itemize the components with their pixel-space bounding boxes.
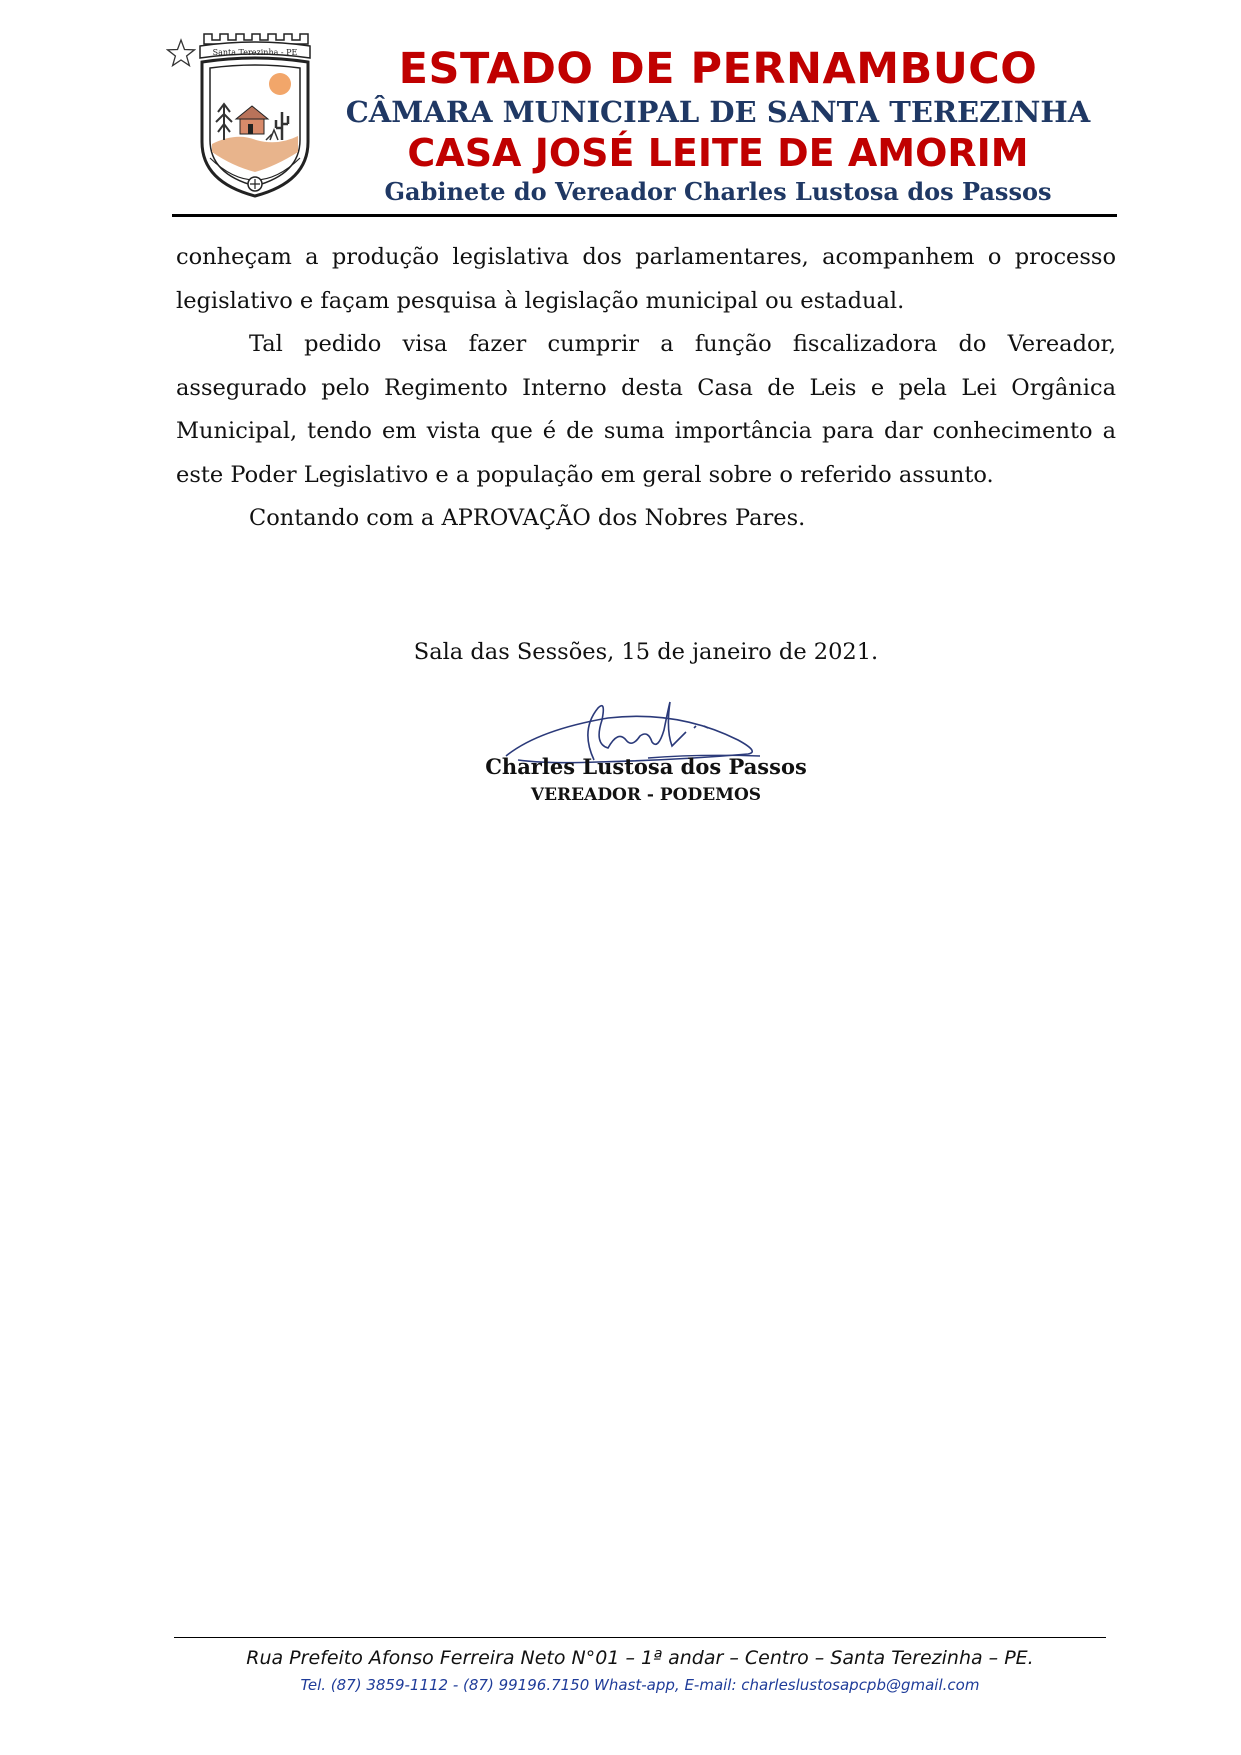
- state-heading: ESTADO DE PERNAMBUCO: [398, 44, 1038, 94]
- footer-divider: [174, 1637, 1106, 1638]
- signatory-role: VEREADOR - PODEMOS: [530, 785, 762, 805]
- body-paragraph: conheçam a produção legislativa dos parlamentares, acompanhem o processo legislativo e façam pesquisa à legislação municipal ou estadual.: [176, 244, 1116, 314]
- footer-contact: Tel. (87) 3859-1112 - (87) 99196.7150 Whast-app, E-mail: charleslustosapcpb@gmail.com: [300, 1676, 980, 1694]
- document-body: [176, 236, 1116, 541]
- office-heading: Gabinete do Vereador Charles Lustosa dos Passos: [384, 177, 1052, 206]
- house-heading: CASA JOSÉ LEITE DE AMORIM: [407, 131, 1029, 175]
- chamber-heading: CÂMARA MUNICIPAL DE SANTA TEREZINHA: [345, 95, 1091, 129]
- session-date-line: Sala das Sessões, 15 de janeiro de 2021.: [413, 639, 879, 665]
- body-paragraph: Contando com a APROVAÇÃO dos Nobres Pares.: [249, 505, 806, 531]
- signatory-name: Charles Lustosa dos Passos: [485, 754, 807, 779]
- star-outline-icon: [166, 38, 196, 68]
- svg-text:Santa Terezinha - PE: Santa Terezinha - PE: [212, 48, 298, 57]
- letterhead: [318, 44, 1118, 208]
- header-divider: [172, 214, 1117, 217]
- footer-address: Rua Prefeito Afonso Ferreira Neto N°01 – 1ª andar – Centro – Santa Terezinha – PE.: [246, 1647, 1034, 1669]
- municipal-coat-of-arms-icon: [196, 32, 314, 202]
- body-paragraph: Tal pedido visa fazer cumprir a função fiscalizadora do Vereador, assegurado pelo Regimento Interno desta Casa de Leis e pela Lei Orgânica Municipal, tendo em vista que é de suma importância para dar conhecimento a este Poder Legislativo e a população em geral sobre o referido assunto.: [176, 331, 1116, 488]
